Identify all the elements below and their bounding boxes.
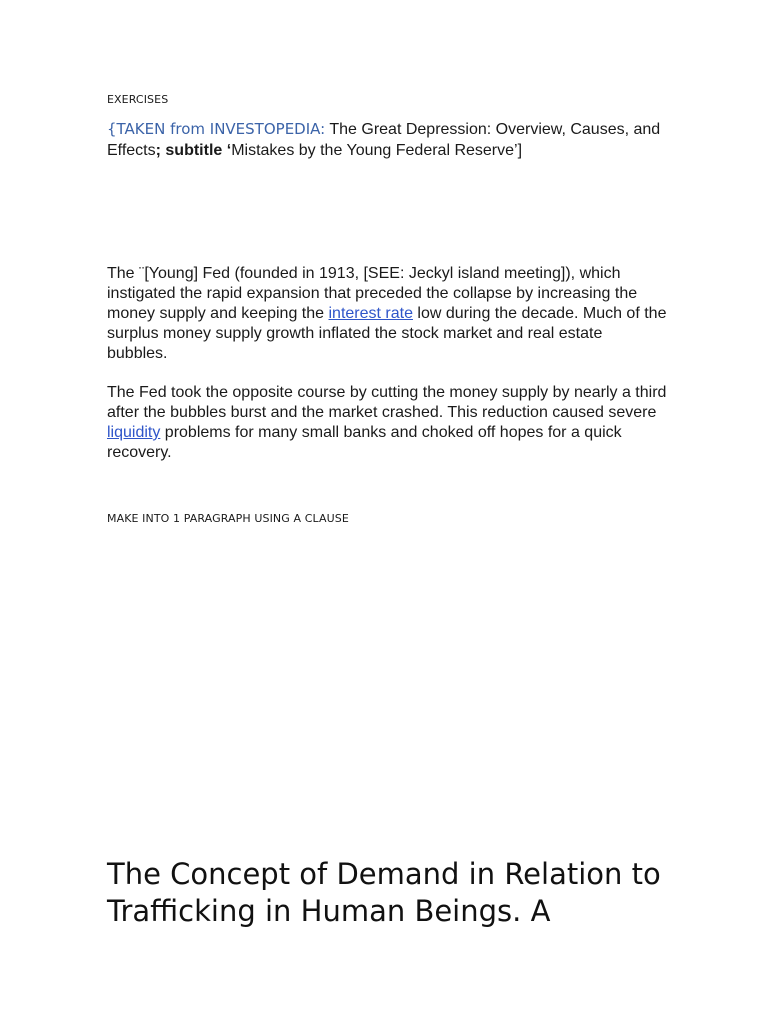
paragraph-fed-contraction [107, 383, 667, 463]
source-title: The Great Depression: Overview, Causes, and Effects [107, 121, 661, 159]
exercise-instruction: MAKE INTO 1 PARAGRAPH USING A CLAUSE [107, 512, 349, 525]
paragraph-2-text-end: problems for many small banks and choked off hopes for a quick recovery. [107, 424, 622, 461]
exercises-label: EXERCISES [107, 93, 169, 106]
source-tag: {TAKEN from INVESTOPEDIA: [107, 120, 326, 138]
source-semicolon: ; [155, 142, 161, 159]
liquidity-link[interactable]: liquidity [107, 424, 161, 441]
paragraph-fed-expansion [107, 264, 667, 364]
subtitle-word: subtitle ‘ [160, 142, 232, 159]
source-citation [107, 119, 667, 161]
next-document-title: The Concept of Demand in Relation to Trafficking in Human Beings. A [107, 857, 661, 928]
interest-rate-link[interactable]: interest rate [328, 305, 413, 322]
subtitle-text: Mistakes by the Young Federal Reserve’] [231, 142, 523, 159]
paragraph-1-text-end: low during the decade. Much of the surplus money supply growth inflated the stock market and real estate bubbles. [107, 305, 667, 362]
paragraph-1-text-start: The ¨[Young] Fed (founded in 1913, [SEE: Jeckyl island meeting]), which instigated the rapid expansion that preceded the collapse by increasing the money supply and keeping the [107, 265, 638, 322]
paragraph-2-text-start: The Fed took the opposite course by cutting the money supply by nearly a third after the bubbles burst and the market crashed. This reduction caused severe [107, 384, 667, 421]
